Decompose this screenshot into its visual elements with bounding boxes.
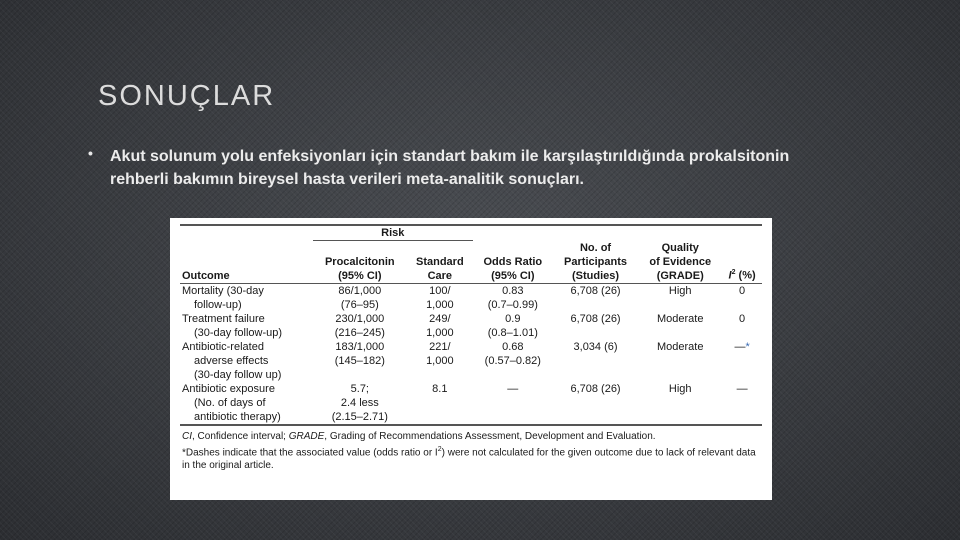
header-odds-ratio: Odds Ratio (95% CI) [483, 255, 543, 282]
table-header-row [180, 241, 762, 284]
results-table [180, 224, 762, 426]
header-standard-care: Standard Care [415, 255, 464, 282]
table-footnotes [180, 430, 762, 472]
header-procalcitonin: Procalcitonin (95% CI) [324, 255, 395, 282]
footnote-abbreviations: CI, Confidence interval; GRADE, Grading of Recommendations Assessment, Development and Evaluation. [182, 430, 656, 442]
results-table-panel [170, 218, 772, 500]
table-row: Antibiotic exposure (No. of days of antibiotic therapy) 5.7; 2.4 less (2.15–2.71) 8.1 — 6,708 (26) High — [180, 382, 762, 425]
header-outcome: Outcome [182, 269, 230, 282]
footnote-dashes: *Dashes indicate that the associated value (odds ratio or $I^2$) were not calculated for the given outcome due to lack of relevant data in the original article. [182, 445, 756, 471]
header-quality: Quality of Evidence (GRADE) [649, 241, 712, 282]
header-participants: No. of Participants (Studies) [564, 241, 628, 282]
bullet-text: Akut solunum yolu enfeksiyonları için standart bakım ile karşılaştırıldığında prokalsitonin rehberli bakımın bireysel hasta verileri meta-analitik sonuçları. [110, 148, 790, 188]
risk-header: Risk [313, 225, 473, 241]
slide-title: SONUÇLAR [98, 80, 276, 112]
table-row: Treatment failure (30-day follow-up) 230/1,000 (216–245) 249/ 1,000 0.9 (0.8–1.01) 6,708 (26) Moderate 0 [182, 312, 746, 339]
table-row: Mortality (30-day follow-up) 86/1,000 (76–95) 100/ 1,000 0.83 (0.7–0.99) 6,708 (26) High 0 [182, 284, 746, 311]
header-i2: $I^2$ (%) [728, 268, 756, 282]
bullet-icon: • [88, 145, 93, 161]
table-row: Antibiotic-related adverse effects (30-day follow up) 183/1,000 (145–182) 221/ 1,000 0.68 (0.57–0.82) 3,034 (6) Moderate —* [182, 340, 750, 381]
